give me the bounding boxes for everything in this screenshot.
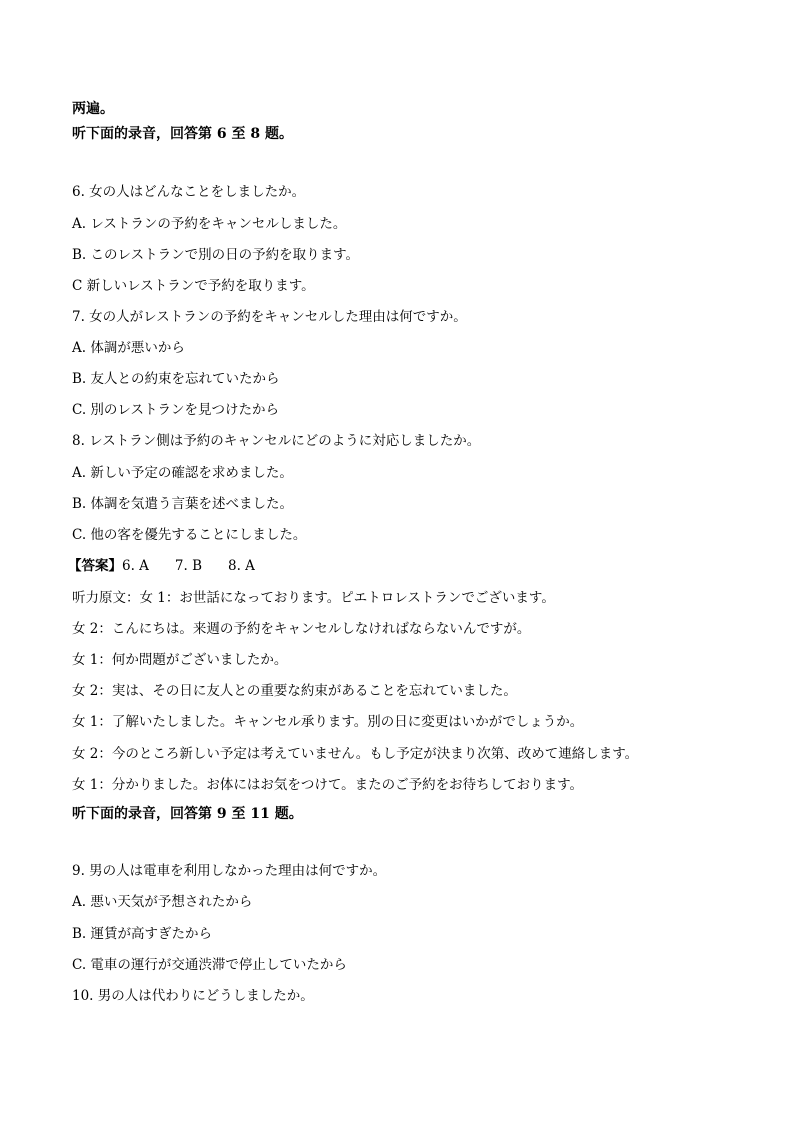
transcript-line-3: 女 1：何か問題がございましたか。: [72, 652, 288, 668]
section-heading-6-8: 听下面的录音，回答第 6 至 8 题。: [72, 126, 293, 142]
answer-6: 6. A: [122, 558, 149, 574]
option-9c: C. 電車の運行が交通渋滞で停止していたから: [72, 957, 347, 973]
question-10: 10. 男の人は代わりにどうしましたか。: [72, 988, 314, 1004]
option-7c: C. 別のレストランを見つけたから: [72, 402, 280, 418]
option-6c: C 新しいレストランで予約を取ります。: [72, 278, 315, 294]
option-9b: B. 運賃が高すぎたから: [72, 926, 213, 942]
answer-line: [68, 558, 255, 574]
transcript-line-5: 女 1：了解いたしました。キャンセル承ります。別の日に変更はいかがでしょうか。: [72, 714, 584, 730]
question-9: 9. 男の人は電車を利用しなかった理由は何ですか。: [72, 863, 387, 879]
option-8c: C. 他の客を優先することにしました。: [72, 527, 307, 543]
transcript-line-2: 女 2：こんにちは。来週の予約をキャンセルしなければならないんですが。: [72, 621, 531, 637]
intro-tail: 两遍。: [72, 101, 114, 117]
option-6a: A. レストランの予約をキャンセルしました。: [72, 216, 347, 232]
option-7b: B. 友人との約束を忘れていたから: [72, 371, 280, 387]
transcript-line-6: 女 2：今のところ新しい予定は考えていません。もし予定が決まり次第、改めて連絡します。: [72, 746, 639, 762]
transcript-line-1: 听力原文：女 1：お世話になっております。ピエトロレストランでございます。: [72, 590, 555, 606]
transcript-line-4: 女 2：実は、その日に友人との重要な約束があることを忘れていました。: [72, 683, 517, 699]
option-7a: A. 体調が悪いから: [72, 340, 185, 356]
answer-label: 【答案】: [68, 558, 122, 574]
question-8: 8. レストラン側は予約のキャンセルにどのように対応しましたか。: [72, 433, 481, 449]
question-6: 6. 女の人はどんなことをしましたか。: [72, 184, 306, 200]
answer-8: 8. A: [228, 558, 255, 574]
option-6b: B. このレストランで別の日の予約を取ります。: [72, 247, 360, 263]
section-heading-9-11: 听下面的录音，回答第 9 至 11 题。: [72, 806, 303, 822]
question-7: 7. 女の人がレストランの予約をキャンセルした理由は何ですか。: [72, 309, 467, 325]
option-8b: B. 体調を気遣う言葉を述べました。: [72, 496, 294, 512]
transcript-line-7: 女 1：分かりました。お体にはお気をつけて。またのご予約をお待ちしております。: [72, 777, 584, 793]
option-8a: A. 新しい予定の確認を求めました。: [72, 465, 293, 481]
answer-7: 7. B: [174, 558, 203, 574]
option-9a: A. 悪い天気が予想されたから: [72, 894, 253, 910]
